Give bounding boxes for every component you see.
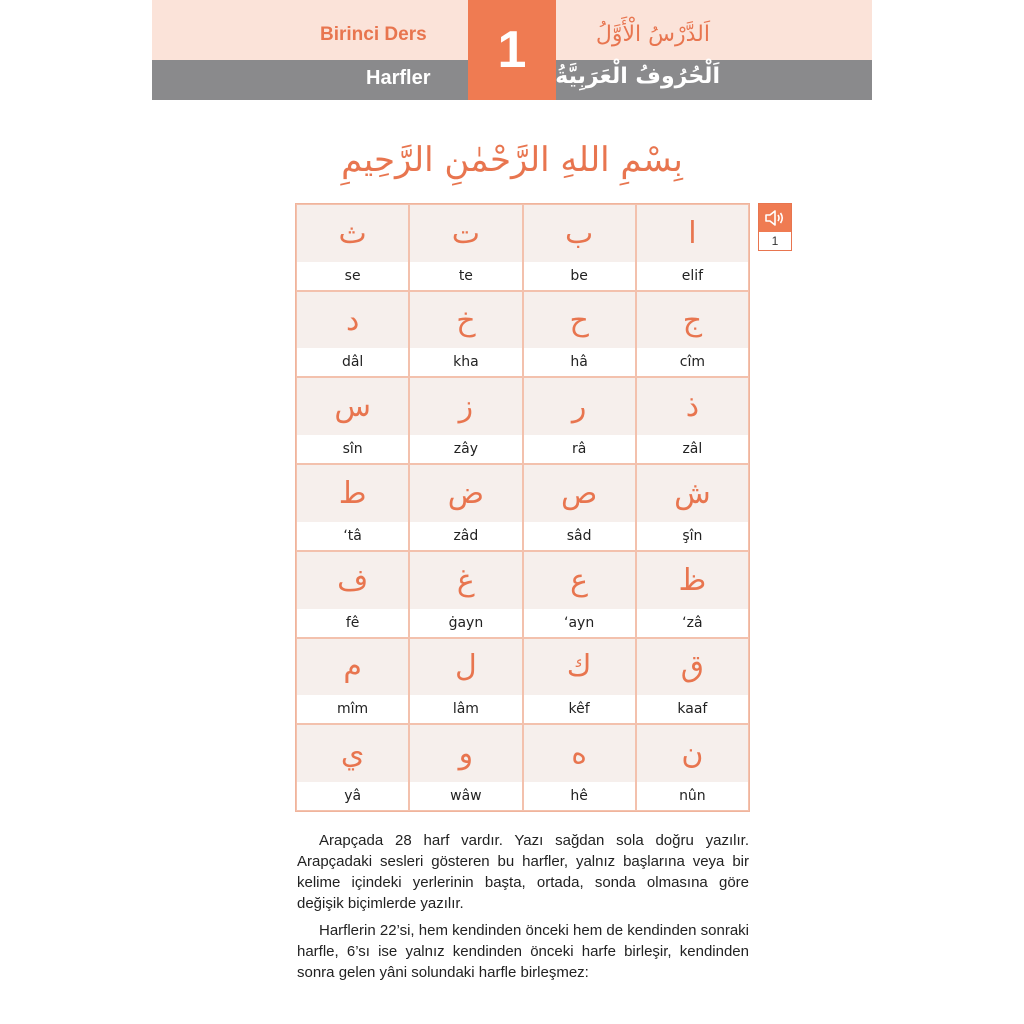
- lesson-title-tr: Birinci Ders: [320, 24, 427, 45]
- arabic-letter: ا: [637, 205, 748, 262]
- arabic-letter: ه: [524, 725, 635, 782]
- arabic-letter: ف: [297, 552, 408, 609]
- letter-name: hê: [524, 782, 635, 810]
- letter-name: fê: [297, 609, 408, 637]
- arabic-letter: ض: [410, 465, 521, 522]
- letter-name: zâd: [410, 522, 521, 550]
- letter-name: dâl: [297, 348, 408, 376]
- arabic-letter: ن: [637, 725, 748, 782]
- letter-cell: [523, 377, 636, 464]
- arabic-letter: ك: [524, 639, 635, 696]
- paragraph: Arapçada 28 harf vardır. Yazı sağdan sola doğru yazılır. Arapçadaki sesleri gösteren bu harfler, yalnız başlarına veya bir kelime içindeki yerlerinin başta, ortada, sonda olmasına göre değişik biçimlerde yazılır.: [297, 832, 749, 912]
- letter-cell: [409, 551, 522, 638]
- arabic-letter: ش: [637, 465, 748, 522]
- lesson-title-ar: اَلدَّرْسُ الْأَوَّلُ: [595, 22, 710, 47]
- letter-cell: [636, 551, 749, 638]
- letter-cell: [636, 377, 749, 464]
- arabic-letter: ث: [297, 205, 408, 262]
- arabic-letter: ظ: [637, 552, 748, 609]
- arabic-letter: ي: [297, 725, 408, 782]
- letter-cell: [409, 464, 522, 551]
- arabic-letter: و: [410, 725, 521, 782]
- letter-cell: [523, 638, 636, 725]
- letter-cell: [523, 551, 636, 638]
- letter-cell: [296, 464, 409, 551]
- letter-cell: [523, 724, 636, 811]
- letter-name: kha: [410, 348, 521, 376]
- letter-cell: [296, 204, 409, 291]
- letter-cell: [636, 204, 749, 291]
- letter-name: kêf: [524, 695, 635, 723]
- letter-cell: [409, 291, 522, 378]
- arabic-letter: ز: [410, 378, 521, 435]
- letter-cell: [296, 377, 409, 464]
- arabic-letter: ت: [410, 205, 521, 262]
- alphabet-table: [295, 203, 750, 812]
- arabic-letter: م: [297, 639, 408, 696]
- arabic-letter: ط: [297, 465, 408, 522]
- arabic-letter: ر: [524, 378, 635, 435]
- letter-name: ‘zâ: [637, 609, 748, 637]
- letter-name: lâm: [410, 695, 521, 723]
- arabic-letter: ذ: [637, 378, 748, 435]
- letter-name: kaaf: [637, 695, 748, 723]
- arabic-letter: د: [297, 292, 408, 349]
- letter-name: ‘ayn: [524, 609, 635, 637]
- letter-name: zây: [410, 435, 521, 463]
- letter-cell: [523, 204, 636, 291]
- lesson-header: [152, 0, 872, 100]
- letter-name: nûn: [637, 782, 748, 810]
- arabic-letter: ق: [637, 639, 748, 696]
- topic-title-tr: Harfler: [366, 67, 431, 89]
- letter-cell: [296, 638, 409, 725]
- letter-name: sâd: [524, 522, 635, 550]
- letter-name: ‘tâ: [297, 522, 408, 550]
- letter-name: wâw: [410, 782, 521, 810]
- paragraph: Harflerin 22’si, hem kendinden önceki hem de kendinden sonraki harfle, 6’sı ise yalnız kendinden önceki harfe birleşir, kendinden sonra gelen yâni solundaki harfle birleşmez:: [297, 922, 749, 981]
- letter-name: cîm: [637, 348, 748, 376]
- letter-cell: [523, 464, 636, 551]
- letter-cell: [636, 724, 749, 811]
- arabic-letter: غ: [410, 552, 521, 609]
- letter-name: mîm: [297, 695, 408, 723]
- letter-name: elif: [637, 262, 748, 290]
- arabic-letter: ب: [524, 205, 635, 262]
- letter-cell: [636, 638, 749, 725]
- letter-name: yâ: [297, 782, 408, 810]
- letter-name: sîn: [297, 435, 408, 463]
- letter-cell: [409, 724, 522, 811]
- letter-cell: [409, 204, 522, 291]
- letter-name: hâ: [524, 348, 635, 376]
- audio-track-button[interactable]: [758, 203, 792, 251]
- letter-name: be: [524, 262, 635, 290]
- body-text: [297, 830, 749, 989]
- arabic-letter: ح: [524, 292, 635, 349]
- letter-cell: [296, 551, 409, 638]
- letter-cell: [636, 291, 749, 378]
- letter-name: şîn: [637, 522, 748, 550]
- letter-cell: [296, 291, 409, 378]
- letter-cell: [409, 377, 522, 464]
- basmala-heading: بِسْمِ اللهِ الرَّحْمٰنِ الرَّحِيمِ: [341, 140, 683, 180]
- letter-name: râ: [524, 435, 635, 463]
- audio-track-number: 1: [771, 234, 779, 248]
- letter-cell: [636, 464, 749, 551]
- arabic-letter: ل: [410, 639, 521, 696]
- letter-name: se: [297, 262, 408, 290]
- speaker-icon: [759, 204, 791, 232]
- letter-cell: [296, 724, 409, 811]
- topic-title-ar: اَلْحُرُوفُ الْعَرَبِيَّةُ: [555, 64, 720, 89]
- letter-name: ġayn: [410, 609, 521, 637]
- lesson-number: 1: [468, 0, 556, 100]
- arabic-letter: ص: [524, 465, 635, 522]
- arabic-letter: س: [297, 378, 408, 435]
- arabic-letter: ع: [524, 552, 635, 609]
- letter-name: zâl: [637, 435, 748, 463]
- arabic-letter: ج: [637, 292, 748, 349]
- arabic-letter: خ: [410, 292, 521, 349]
- letter-cell: [409, 638, 522, 725]
- letter-cell: [523, 291, 636, 378]
- letter-name: te: [410, 262, 521, 290]
